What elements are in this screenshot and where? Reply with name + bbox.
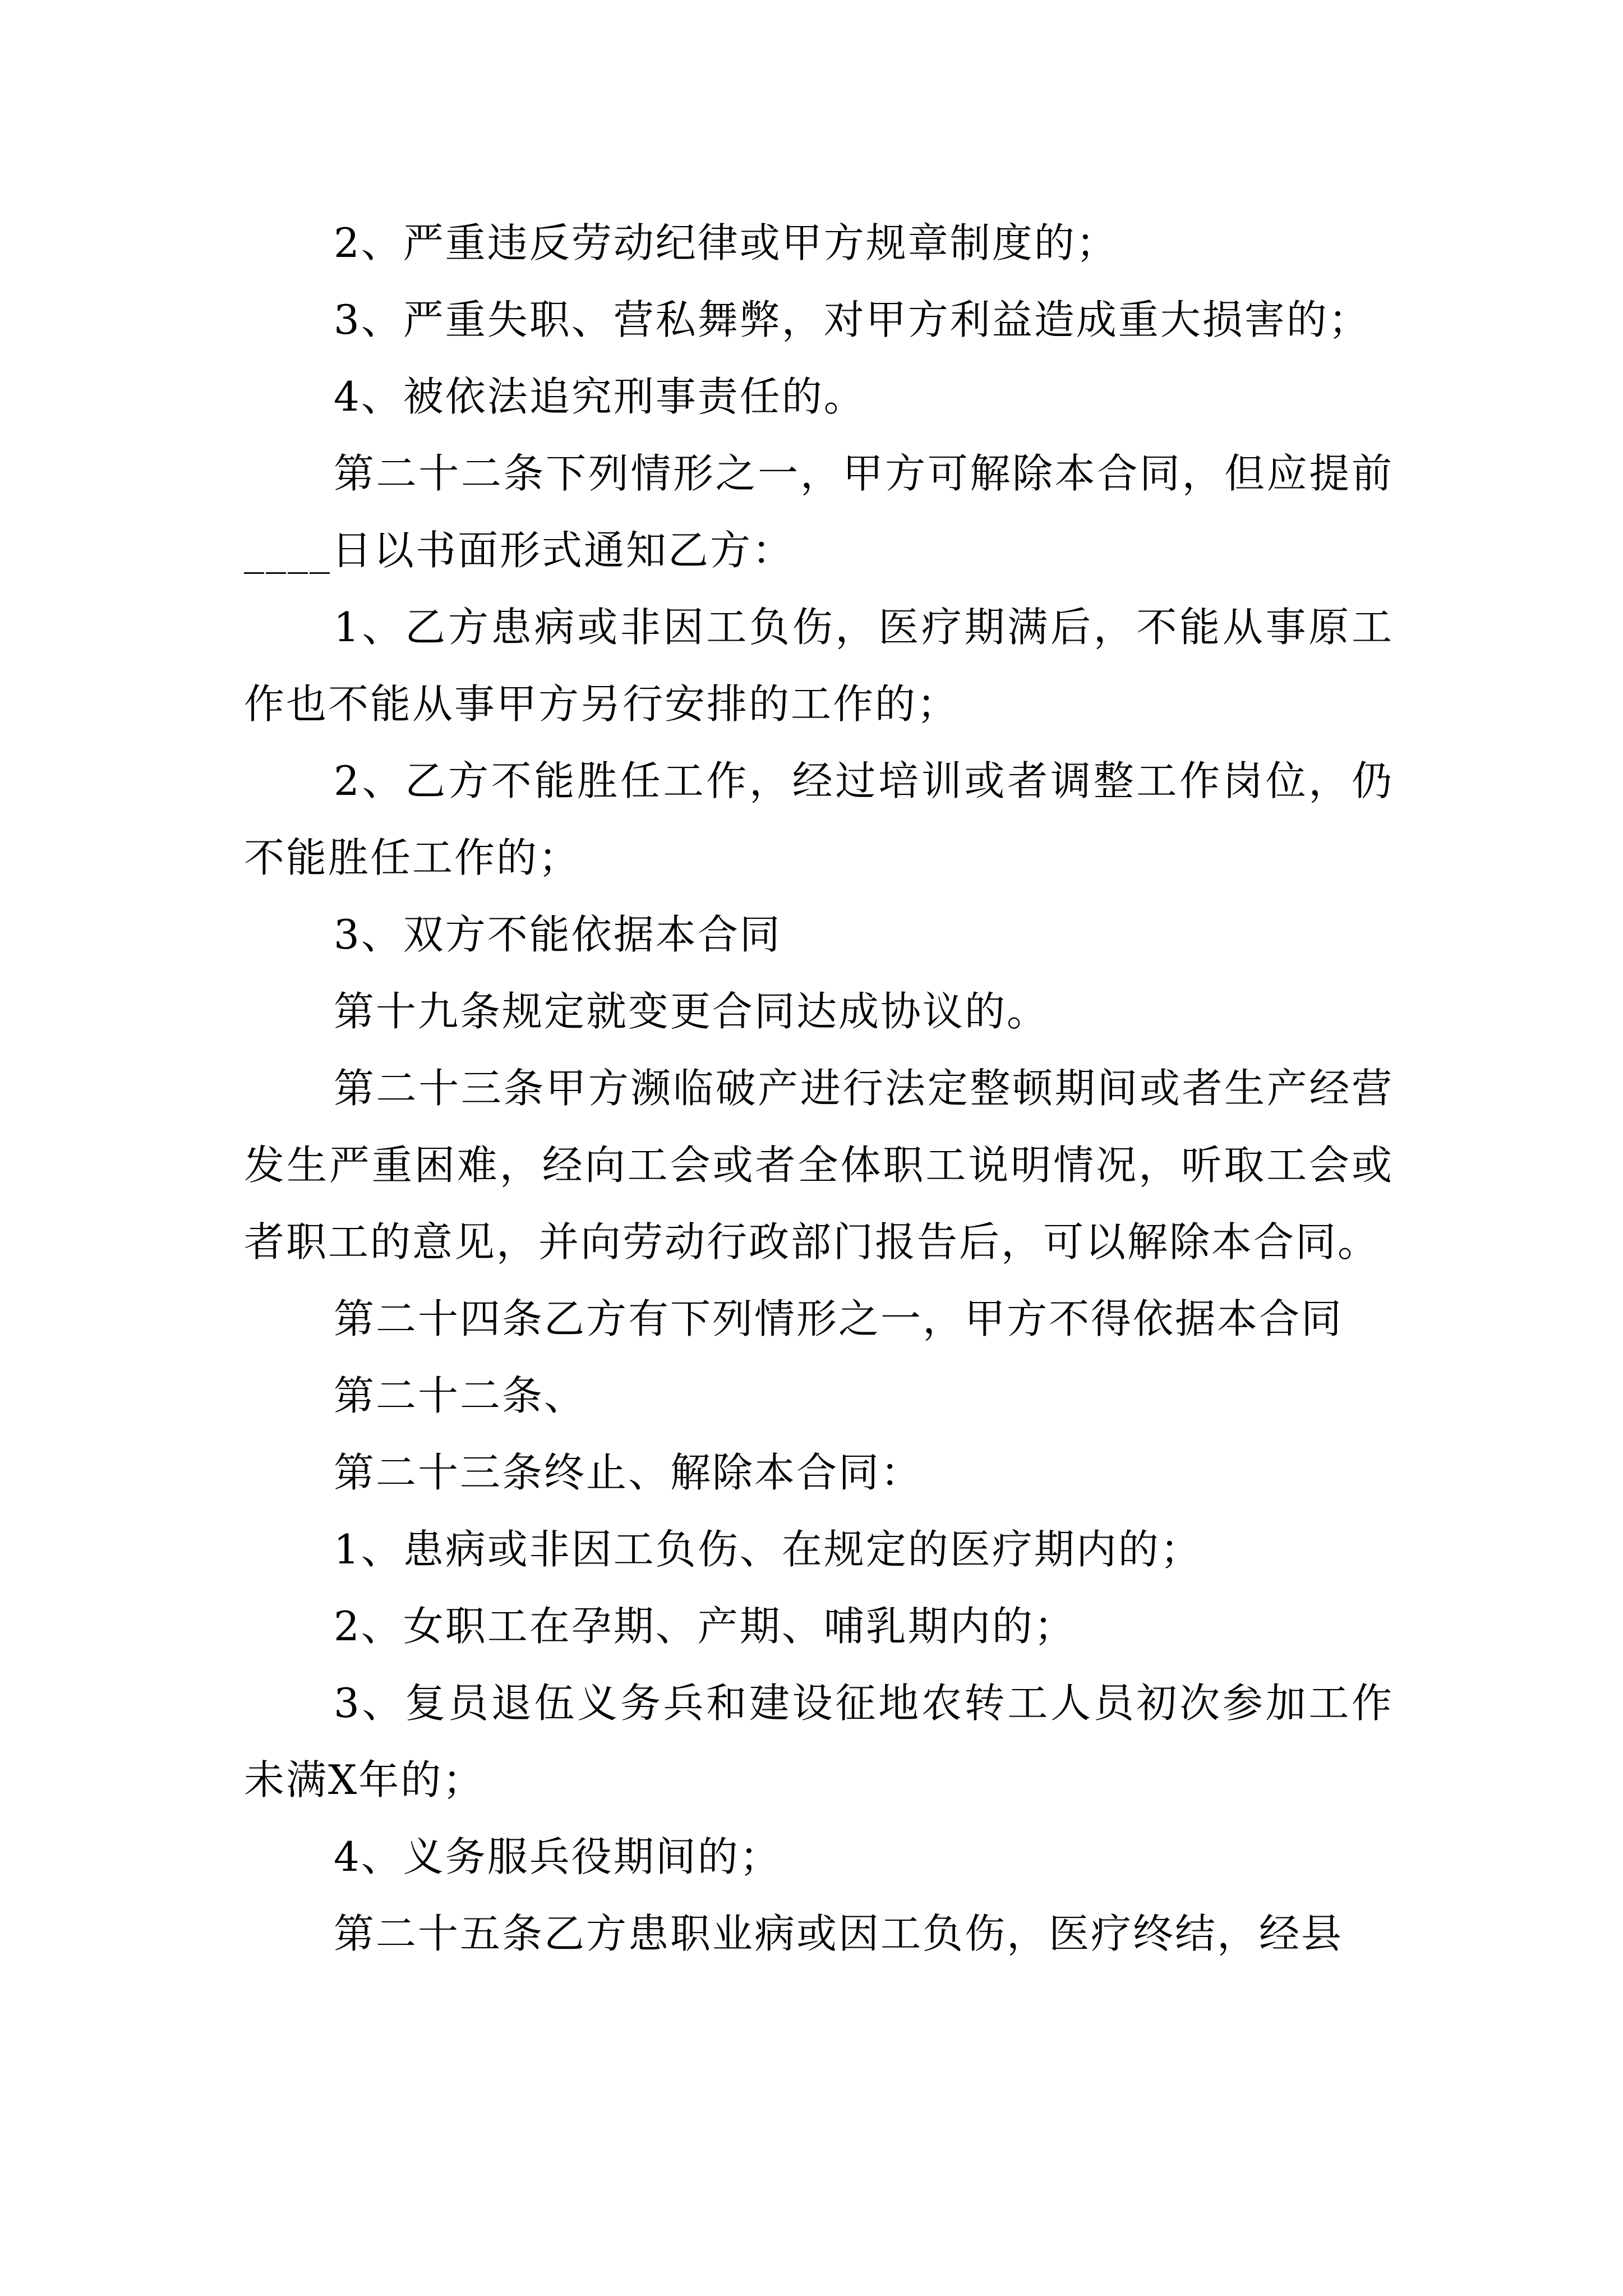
paragraph: 2、乙方不能胜任工作，经过培训或者调整工作岗位，仍不能胜任工作的； — [244, 757, 1394, 881]
paragraph: 4、义务服兵役期间的； — [334, 1833, 782, 1880]
paragraph: 第二十三条终止、解除本合同： — [334, 1449, 923, 1496]
paragraph: 3、复员退伍义务兵和建设征地农转工人员初次参加工作未满X年的； — [244, 1680, 1394, 1803]
paragraph: 第二十四条乙方有下列情形之一，甲方不得依据本合同 — [334, 1295, 1344, 1342]
document-body — [244, 205, 1394, 1972]
paragraph: 第二十五条乙方患职业病或因工负伤，医疗终结，经县 — [334, 1910, 1344, 1957]
paragraph: 2、女职工在孕期、产期、哺乳期内的； — [334, 1603, 1076, 1650]
paragraph: 2、严重违反劳动纪律或甲方规章制度的； — [334, 219, 1118, 266]
paragraph: 第二十二条、 — [334, 1372, 587, 1419]
paragraph: 第十九条规定就变更合同达成协议的。 — [334, 988, 1049, 1035]
paragraph: 1、患病或非因工负伤、在规定的医疗期内的； — [334, 1526, 1202, 1573]
paragraph: 1、乙方患病或非因工负伤，医疗期满后，不能从事原工作也不能从事甲方另行安排的工作的； — [244, 604, 1394, 728]
paragraph: 4、被依法追究刑事责任的。 — [334, 373, 866, 420]
paragraph: 第二十三条甲方濒临破产进行法定整顿期间或者生产经营发生严重困难，经向工会或者全体职工说明情况，听取工会或者职工的意见，并向劳动行政部门报告后，可以解除本合同。 — [244, 1065, 1394, 1266]
paragraph: 3、双方不能依据本合同 — [334, 911, 782, 958]
paragraph: 3、严重失职、营私舞弊，对甲方利益造成重大损害的； — [334, 296, 1371, 343]
paragraph: 第二十二条下列情形之一，甲方可解除本合同，但应提前____日以书面形式通知乙方： — [244, 450, 1394, 574]
